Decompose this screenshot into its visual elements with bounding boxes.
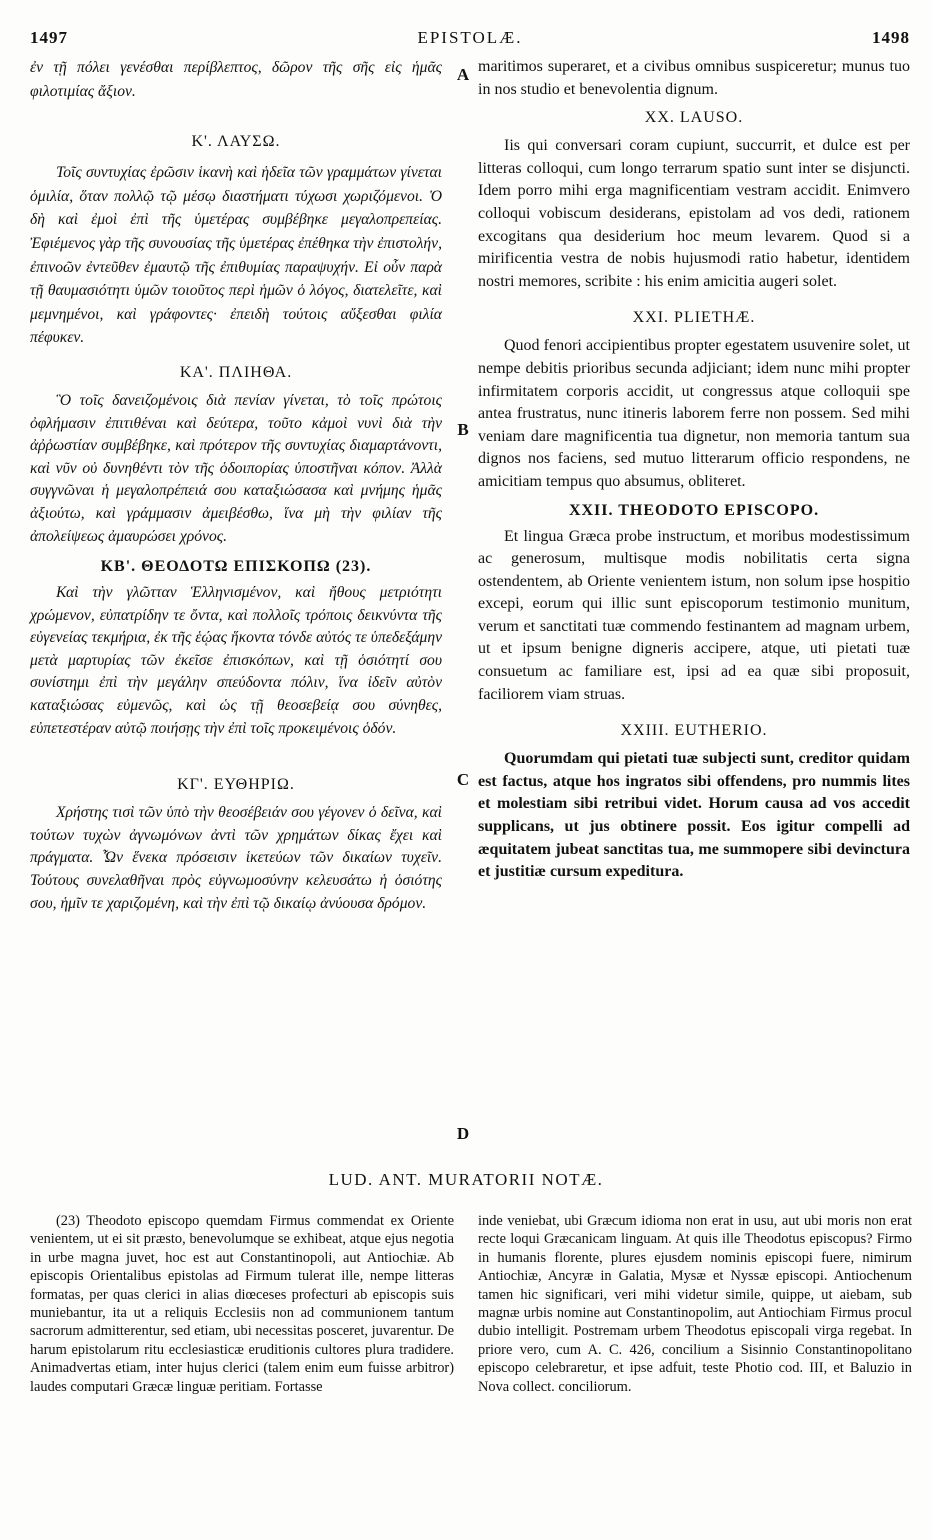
running-title: EPISTOLÆ. [417,28,523,47]
latin-eutherio-title: XXIII. EUTHERIO. [620,722,768,740]
greek-theodoto-title: ΚΒ'. ΘΕΟΔΟΤΩ ΕΠΙΣΚΟΠΩ (23). [100,558,372,576]
page-header [30,28,910,52]
margin-letter-a: A [456,65,470,84]
latin-intro: maritimos superaret, et a civibus omnibus suspiceretur; munus tuo in nos studio et benevolentia dignum. [478,58,910,98]
latin-lauso-title: XX. LAUSO. [644,109,744,127]
notes-title: LUD. ANT. MURATORII NOTÆ. [328,1170,604,1189]
latin-plietha-title: XXI. PLIETHÆ. [632,309,756,327]
latin-column [478,56,910,884]
notes-column-left [30,1212,454,1396]
greek-lauso-text: Τοῖς συντυχίας ἐρῶσιν ἱκανὴ καὶ ἡδεῖα τῶν γραμμάτων γίνεται ὁμιλία, ὅταν πολλῷ τῷ μέσῳ διαστήματι τύχωσι χωριζόμενοι. Ὁ δὴ καὶ ἐμοὶ ἐπὶ τῆς ὑμετέρας συμβέβηκε μεγαλοπρεπείας. Ἐφιέμενος γὰρ τῆς συνουσίας τῆς ὑμετέρας ἐπέθηκα τὴν ἐπιστολήν, ἐπινοῶν ἐντεῦθεν ἐμαυτῷ τῆς ἐπιθυμίας παραψυχήν. Εἰ οὖν παρὰ τῇ θαυμασιότητι ὑμῶν τοιοῦτος περὶ ἡμῶν ὁ λόγος, διατελεῖτε, καὶ μεμνημένοι, καὶ γράφοντες· ἐπειδὴ τούτοις αὔξεσθαι φιλία πέφυκεν. [30,164,442,347]
greek-lauso-title: Κ'. ΛΑΥΣΩ. [191,133,281,151]
latin-lauso-text: Iis qui conversari coram cupiunt, succurrit, et dulce est per litteras colloqui, cum longo terrarum spatio sunt inter se disjuncti. Idem porro mihi erga magnificentiam vestram accidit. Enimvero colloqui vobiscum desiderans, epistolam ad vos dedi, rationem excogitans qua desiderium hoc meum levarem. Quod si a mirificentia vestra de nobis hujusmodi ratio habetur, identidem nostri memores, scribite : his enim amicitia augeri solet. [478,137,910,290]
note-23-text: (23) Theodoto episcopo quemdam Firmus commendat ex Oriente venientem, ut ei sit præsto, benevolumque se exhibeat, atque ejus negotia in urbe magna juvet, hoc est aut Constantinopoli, aut Antiochiæ. Ab episcopis Orientalibus epistolas ad Firmum tulerat ille, nempe litteras formatas, per quas clerici in alias diœceses profecturi ab episcopis suis muniebantur, ita ut a reliquis Ecclesiis non ad communionem tantum sacrorum admitterentur, sed etiam, ubi necessitas posceret, juvarentur. De harum epistolarum ritu ecclesiasticæ eruditionis cultores plura tradidere. Animadvertas etiam, inter hujus clerici (talem enim eum fuisse arbitror) laudes computari Græcæ linguæ peritiam. Fortasse [30,1213,454,1395]
greek-theodoto-text: Καὶ τὴν γλῶτταν Ἑλληνισμένον, καὶ ἤθους μετριότητι χρώμενον, εὐπατρίδην τε ὄντα, καὶ πολλοῖς τρόποις δεικνύντα τῆς εὐγενείας τεκμήρια, ἐκ τῆς ἑῴας ἥκοντα τόνδε αὐτός τε ὑπεδεξάμην μετὰ μαρτυρίας τῶν ἐκεῖσε ἐπισκόπων, καὶ τῇ ὁσιότητί σου συνίστημι ἐπὶ τὴν μεγάλην σπεύδοντα πόλιν, ἵνα ἰδεῖν αὐτὸν καταξιώσας εὐμενῶς, καὶ ὡς τῇ θεοσεβείᾳ σου σύνηθες, εὐπετεστέραν αὐτῷ ποιήσῃς τὴν ἐπὶ τοῖς προκειμένοις ὁδόν. [30,584,442,737]
margin-letter-c: C [456,770,470,789]
margin-letter-b: B [457,420,469,439]
greek-intro: ἐν τῇ πόλει γενέσθαι περίβλεπτος, δῶρον τῆς σῆς εἰς ἡμᾶς φιλοτιμίας ἄξιον. [30,59,442,100]
margin-letter-d: D [456,1124,470,1143]
latin-theodoto-text: Et lingua Græca probe instructum, et moribus modestissimum ac generosum, multisque modis nobilitatis certa signa ostendentem, ab Oriente venientem istum, non solum ipse hospitio excepi, eorum qui illic sunt episcoporum testimonio munitum, verum et sanctitati tuæ commendo festinantem ad magnam urbem, ut et ipsum benigne digneris accipere, atque, uti pietati tuæ consuetum ac familiare est, ipsi ad ea quæ sibi proposuit, faciliorem viam struas. [478,527,910,703]
greek-eutherio-title: ΚΓ'. ΕΥΘΗΡΙΩ. [177,776,295,794]
notes-column-right [478,1212,912,1396]
latin-eutherio-text: Quorumdam qui pietati tuæ subjecti sunt, creditor quidam est factus, atque hos ingratos sibi offendens, pro nummis lites et molestiam sibi retribui videt. Horum causa ad vos accedit supplicans, ut jus obtinere possit. Eos igitur compelli ad æquitatem jubeat sanctitas tua, me summopere sibi devinctura et justitiæ cursum expeditura. [478,750,910,881]
note-23-continued: inde veniebat, ubi Græcum idioma non erat in usu, aut ubi moris non erat recte loqui Græcanicam linguam. At quis ille Theodotus episcopus? Firmo in humanis florente, plures ejusdem nominis episcopi fuere, nimirum Antiochiæ, Ancyræ in Galatia, Mysæ et Nyssæ episcopi. Antiochenum tamen hic significari, veri mihi videtur simile, quippe, ut aiebam, sub magnæ urbis nomine aut Constantinopolim, aut Antiochiam Firmus procul dubio intelligit. Postremam urbem Theodotus episcopali virga regebat. In priore vero, cum A. C. 426, concilium a Sisinnio Constantinopolitano episcopo celebraretur, et ipse adfuit, teste Photio cod. III, et Baluzio in Nova collect. conciliorum. [478,1213,912,1395]
greek-plietha-text: Ὃ τοῖς δανειζομένοις διὰ πενίαν γίνεται, τὸ τοῖς πρώτοις ὀφλήμασιν ἐπιτιθέναι καὶ δεύτερα, τοῦτο κἀμοὶ νυνὶ διὰ τὴν ἀῤῥωστίαν συμβέβηκε, καὶ πρότερον τῆς συντυχίας διαμαρτάνοντι, καὶ νῦν οὐ δυνηθέντι τὸν τῆς ὁδοιπορίας ὑποστῆναι κόπον. Ἀλλὰ συγγνῶναι ἡ μεγαλοπρέπειά σου καταξιώσασα καὶ μνήμης ἡμᾶς ἀξιούτω, καὶ γράμμασιν ἀμειβέσθω, ἵνα μὴ τὴν φιλίαν τῆς ἀπολείψεως ἀμαυρώσει χρόνος. [30,391,442,545]
page-number-right: 1498 [872,28,910,47]
greek-column [30,56,442,915]
greek-plietha-title: ΚΑ'. ΠΛΙΗΘΑ. [179,363,293,381]
greek-eutherio-text: Χρήστης τισὶ τῶν ὑπὸ τὴν θεοσέβειάν σου γέγονεν ὁ δεῖνα, καὶ τούτων τυχὼν ἀγνωμόνων ἀντὶ τῶν χρημάτων δίκας ἔχει καὶ πράγματα. Ὧν ἕνεκα πρόσεισιν ἱκετεύων τῶν δικαίων τυχεῖν. Τούτους συνελαθῆναι πρὸς εὐγνωμοσύνην κελευσάτω ἡ ὁσιότης σου, ἡμῖν τε χαριζομένη, καὶ τὴν ἐπὶ τῷ δικαίῳ ἀνύουσα δρόμον. [30,804,442,912]
latin-theodoto-title: XXII. THEODOTO EPISCOPO. [568,501,820,519]
latin-plietha-text: Quod fenori accipientibus propter egestatem usuvenire solet, ut nempe debitis prioribus secunda adjiciant; idem nunc mihi propter infirmitatem corporis accidit, ut congressus atque colloquii spe antea frustratus, nunc itineris laborem ferre non possem. Sed mihi veniam dare magnificentia tua dignetur, non memoria tantum sua dignos nos faciens, sed mutuo litterarum officio respondens, ne amicitiam tempus quo absumus, obliteret. [478,337,910,490]
page-number-left: 1497 [30,28,68,47]
